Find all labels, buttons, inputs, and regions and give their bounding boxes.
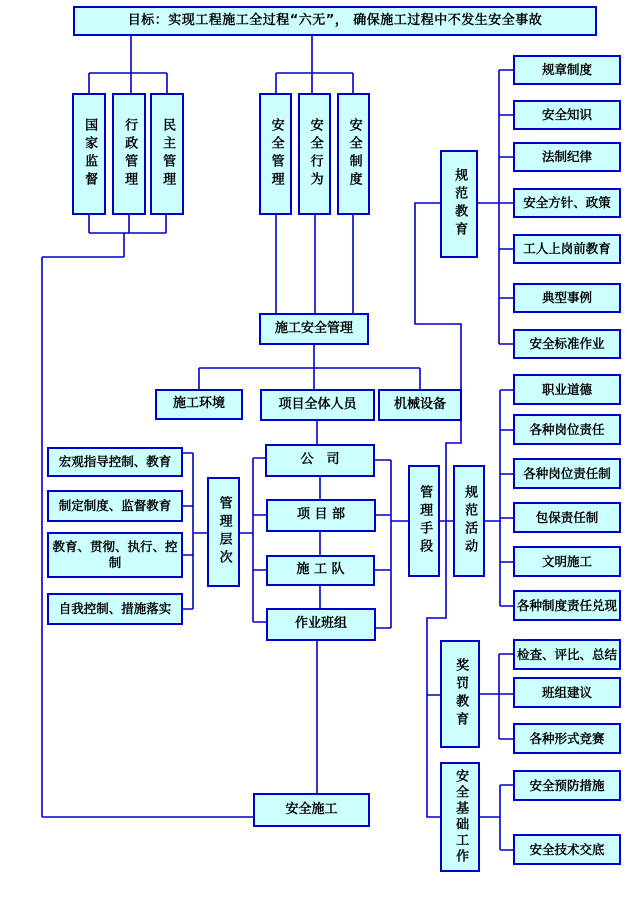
leaf-professional-ethics: 职业道德 [513, 374, 621, 405]
connector-group4-bracket [479, 785, 514, 850]
node-construction-environment: 施工环境 [155, 389, 243, 420]
node-standard-activities: 规范活动 [453, 465, 485, 577]
node-management-means: 管理手段 [408, 465, 440, 577]
goal-title-box: 目标：实现工程施工全过程“六无”， 确保施工过程中不发生安全事故 [73, 6, 597, 36]
note-macro-guidance-control-education: 宏观指导控制、教育 [47, 447, 183, 477]
leaf-post-responsibilities: 各种岗位责任 [513, 414, 621, 445]
leaf-civilized-construction: 文明施工 [513, 546, 621, 577]
node-standard-education: 规范教育 [440, 150, 478, 258]
node-democratic-management: 民主管理 [150, 93, 184, 215]
node-project-department: 项 目 部 [266, 499, 376, 532]
node-company: 公 司 [265, 444, 375, 477]
leaf-safety-technical-briefing: 安全技术交底 [513, 834, 621, 865]
leaf-safety-policy: 安全方针、政策 [513, 188, 621, 218]
leaf-crew-suggestions: 班组建议 [513, 677, 621, 708]
leaf-post-responsibility-system: 各种岗位责任制 [513, 458, 621, 489]
node-construction-safety-management: 施工安全管理 [259, 313, 369, 345]
node-safety-basic-work: 安全基础工作 [440, 762, 480, 872]
connector-left-leaf-bracket [183, 453, 208, 609]
leaf-legal-discipline: 法制纪律 [513, 142, 621, 172]
note-establish-systems-supervise-education: 制定制度、监督教育 [47, 490, 183, 522]
node-safety-behavior: 安全行为 [298, 93, 331, 215]
note-self-control-measure-implementation: 自我控制、措施落实 [47, 593, 183, 625]
note-education-implementation-execution-control: 教育、贯彻、执行、控制 [47, 532, 183, 578]
node-state-supervision: 国家监督 [72, 93, 106, 215]
node-management-levels: 管理层次 [207, 477, 240, 587]
connector-group3-bracket [479, 654, 514, 739]
node-all-project-personnel: 项目全体人员 [260, 389, 375, 421]
node-construction-team: 施 工 队 [266, 555, 375, 586]
node-machinery-equipment: 机械设备 [378, 389, 462, 421]
node-reward-punishment-education: 奖罚教育 [440, 640, 480, 748]
leaf-pre-job-worker-education: 工人上岗前教育 [513, 234, 621, 264]
leaf-inspection-evaluation-summary: 检查、评比、总结 [513, 639, 621, 670]
node-safety-system: 安全制度 [337, 93, 370, 215]
node-work-crew: 作业班组 [266, 608, 376, 641]
leaf-typical-cases: 典型事例 [513, 283, 621, 313]
leaf-safety-knowledge: 安全知识 [513, 100, 621, 130]
node-safety-management: 安全管理 [259, 93, 292, 215]
leaf-rules-regulations: 规章制度 [513, 55, 621, 85]
connector-group1-bracket [477, 70, 514, 344]
leaf-safety-standard-operation: 安全标准作业 [513, 329, 621, 359]
node-administrative-management: 行政管理 [112, 93, 146, 215]
connector-left-bracket [240, 458, 267, 622]
leaf-responsibility-fulfillment: 各种制度责任兑现 [513, 590, 621, 621]
leaf-various-competitions: 各种形式竞赛 [513, 723, 621, 754]
leaf-guarantee-responsibility-system: 包保责任制 [513, 502, 621, 533]
leaf-safety-preventive-measures: 安全预防措施 [513, 770, 621, 801]
connector-group2-bracket [500, 390, 514, 606]
node-safe-construction: 安全施工 [253, 793, 370, 827]
